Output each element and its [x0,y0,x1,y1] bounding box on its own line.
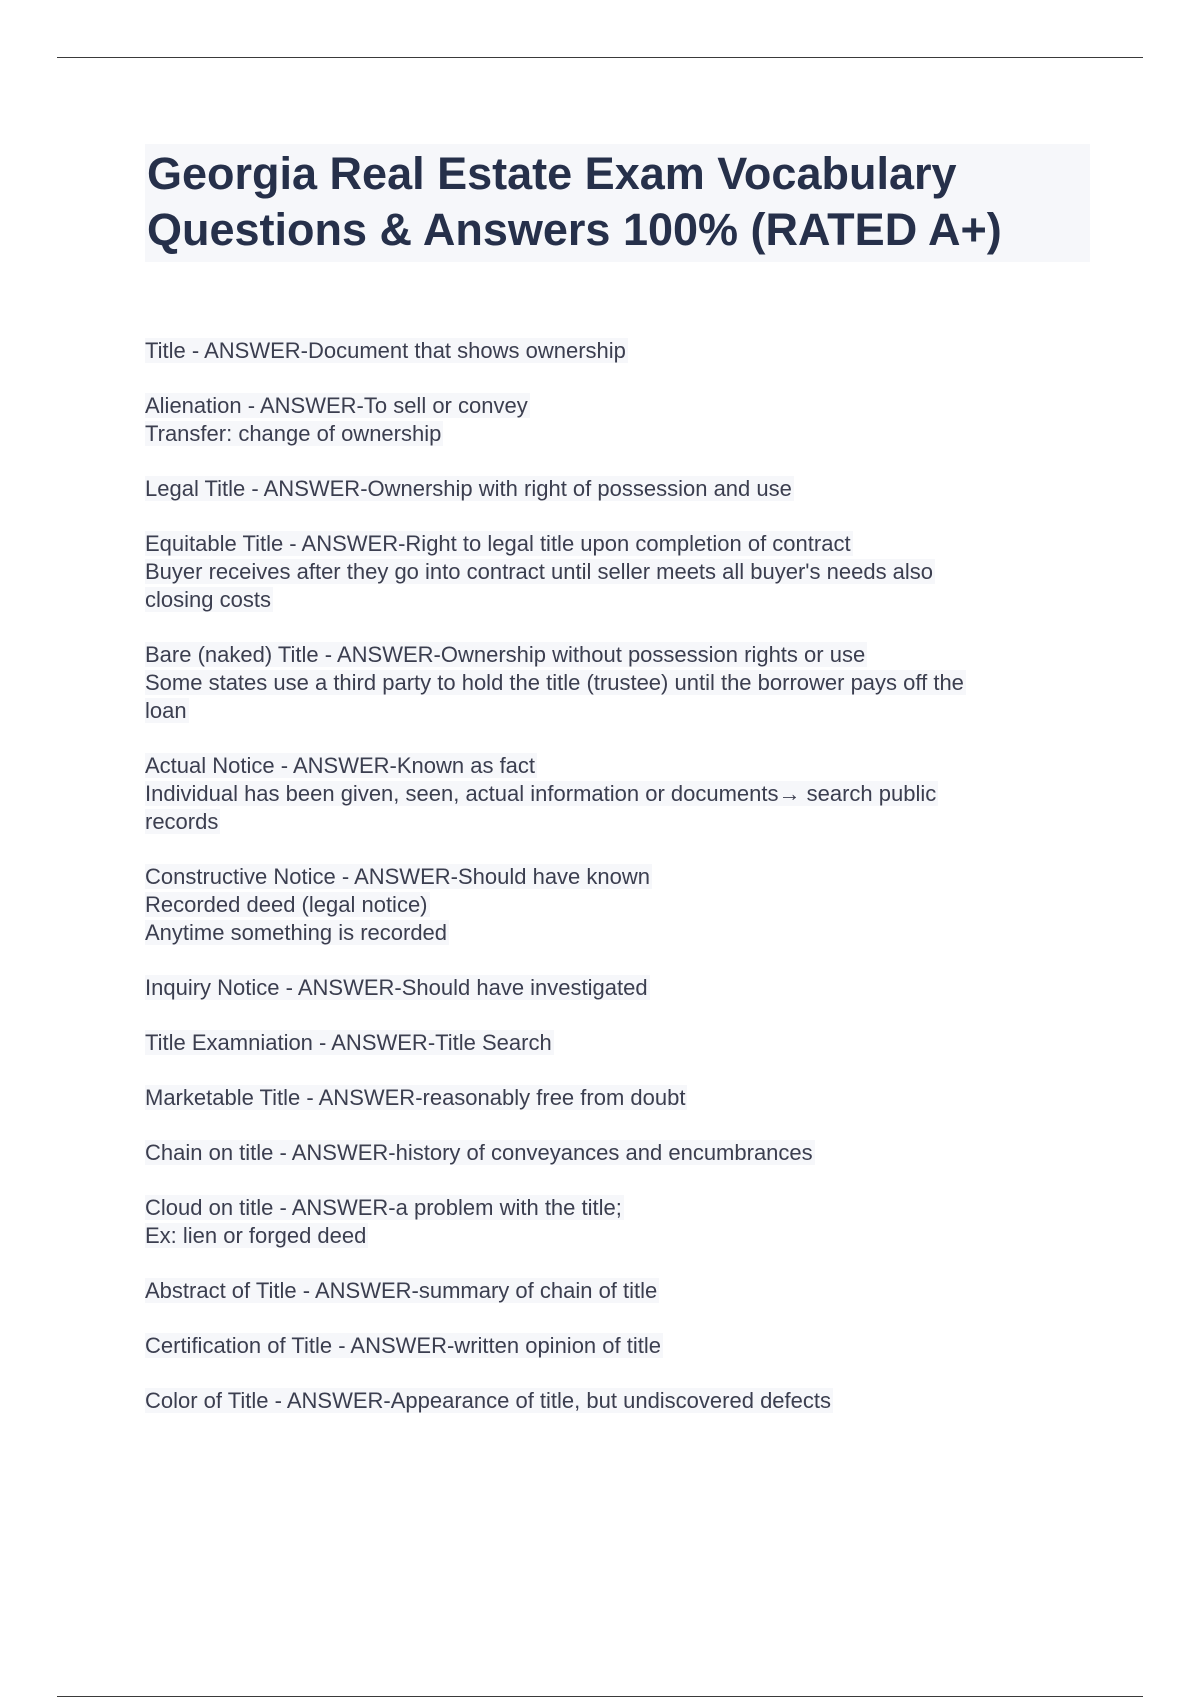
list-item [145,863,1065,947]
entry-line: Actual Notice - ANSWER-Known as fact [145,753,536,778]
entry-line: Cloud on title - ANSWER-a problem with the title; [145,1195,622,1220]
entry-line: Title - ANSWER-Document that shows ownership [145,338,626,363]
list-item [145,1084,1065,1112]
entry-line: Transfer: change of ownership [145,421,442,446]
document-title [145,144,1090,262]
entry-line: Buyer receives after they go into contract until seller meets all buyer's needs also [145,559,934,584]
entry-line: Certification of Title - ANSWER-written opinion of title [145,1333,661,1358]
vocabulary-list [145,337,1065,1442]
list-item [145,752,1065,836]
entry-line: Constructive Notice - ANSWER-Should have known [145,864,650,889]
entry-line: Alienation - ANSWER-To sell or convey [145,393,528,418]
entry-line: Color of Title - ANSWER-Appearance of title, but undiscovered defects [145,1388,831,1413]
list-item [145,974,1065,1002]
list-item [145,530,1065,614]
entry-line: Bare (naked) Title - ANSWER-Ownership without possession rights or use [145,642,866,667]
entry-line: Individual has been given, seen, actual information or documents→ search public [145,781,937,806]
entry-line: loan [145,698,187,723]
list-item [145,1029,1065,1057]
list-item [145,475,1065,503]
list-item [145,1332,1065,1360]
entry-line: Title Examniation - ANSWER-Title Search [145,1030,552,1055]
entry-line: Recorded deed (legal notice) [145,892,428,917]
list-item [145,641,1065,725]
list-item [145,1194,1065,1250]
list-item [145,1139,1065,1167]
entry-line: Inquiry Notice - ANSWER-Should have investigated [145,975,648,1000]
entry-line: records [145,809,219,834]
list-item [145,1277,1065,1305]
list-item [145,1387,1065,1415]
top-rule [57,57,1143,58]
bottom-rule [57,1696,1143,1697]
entry-line: Anytime something is recorded [145,920,448,945]
entry-line: Equitable Title - ANSWER-Right to legal title upon completion of contract [145,531,851,556]
entry-line: Abstract of Title - ANSWER-summary of chain of title [145,1278,658,1303]
entry-line: Chain on title - ANSWER-history of conveyances and encumbrances [145,1140,813,1165]
title-line-1: Georgia Real Estate Exam Vocabulary [147,148,957,199]
entry-line: Ex: lien or forged deed [145,1223,367,1248]
list-item [145,337,1065,365]
entry-line: Marketable Title - ANSWER-reasonably free from doubt [145,1085,686,1110]
entry-line: Legal Title - ANSWER-Ownership with right of possession and use [145,476,792,501]
entry-line: closing costs [145,587,271,612]
entry-line: Some states use a third party to hold the title (trustee) until the borrower pays off the [145,670,964,695]
list-item [145,392,1065,448]
title-line-2: Questions & Answers 100% (RATED A+) [147,204,1002,255]
